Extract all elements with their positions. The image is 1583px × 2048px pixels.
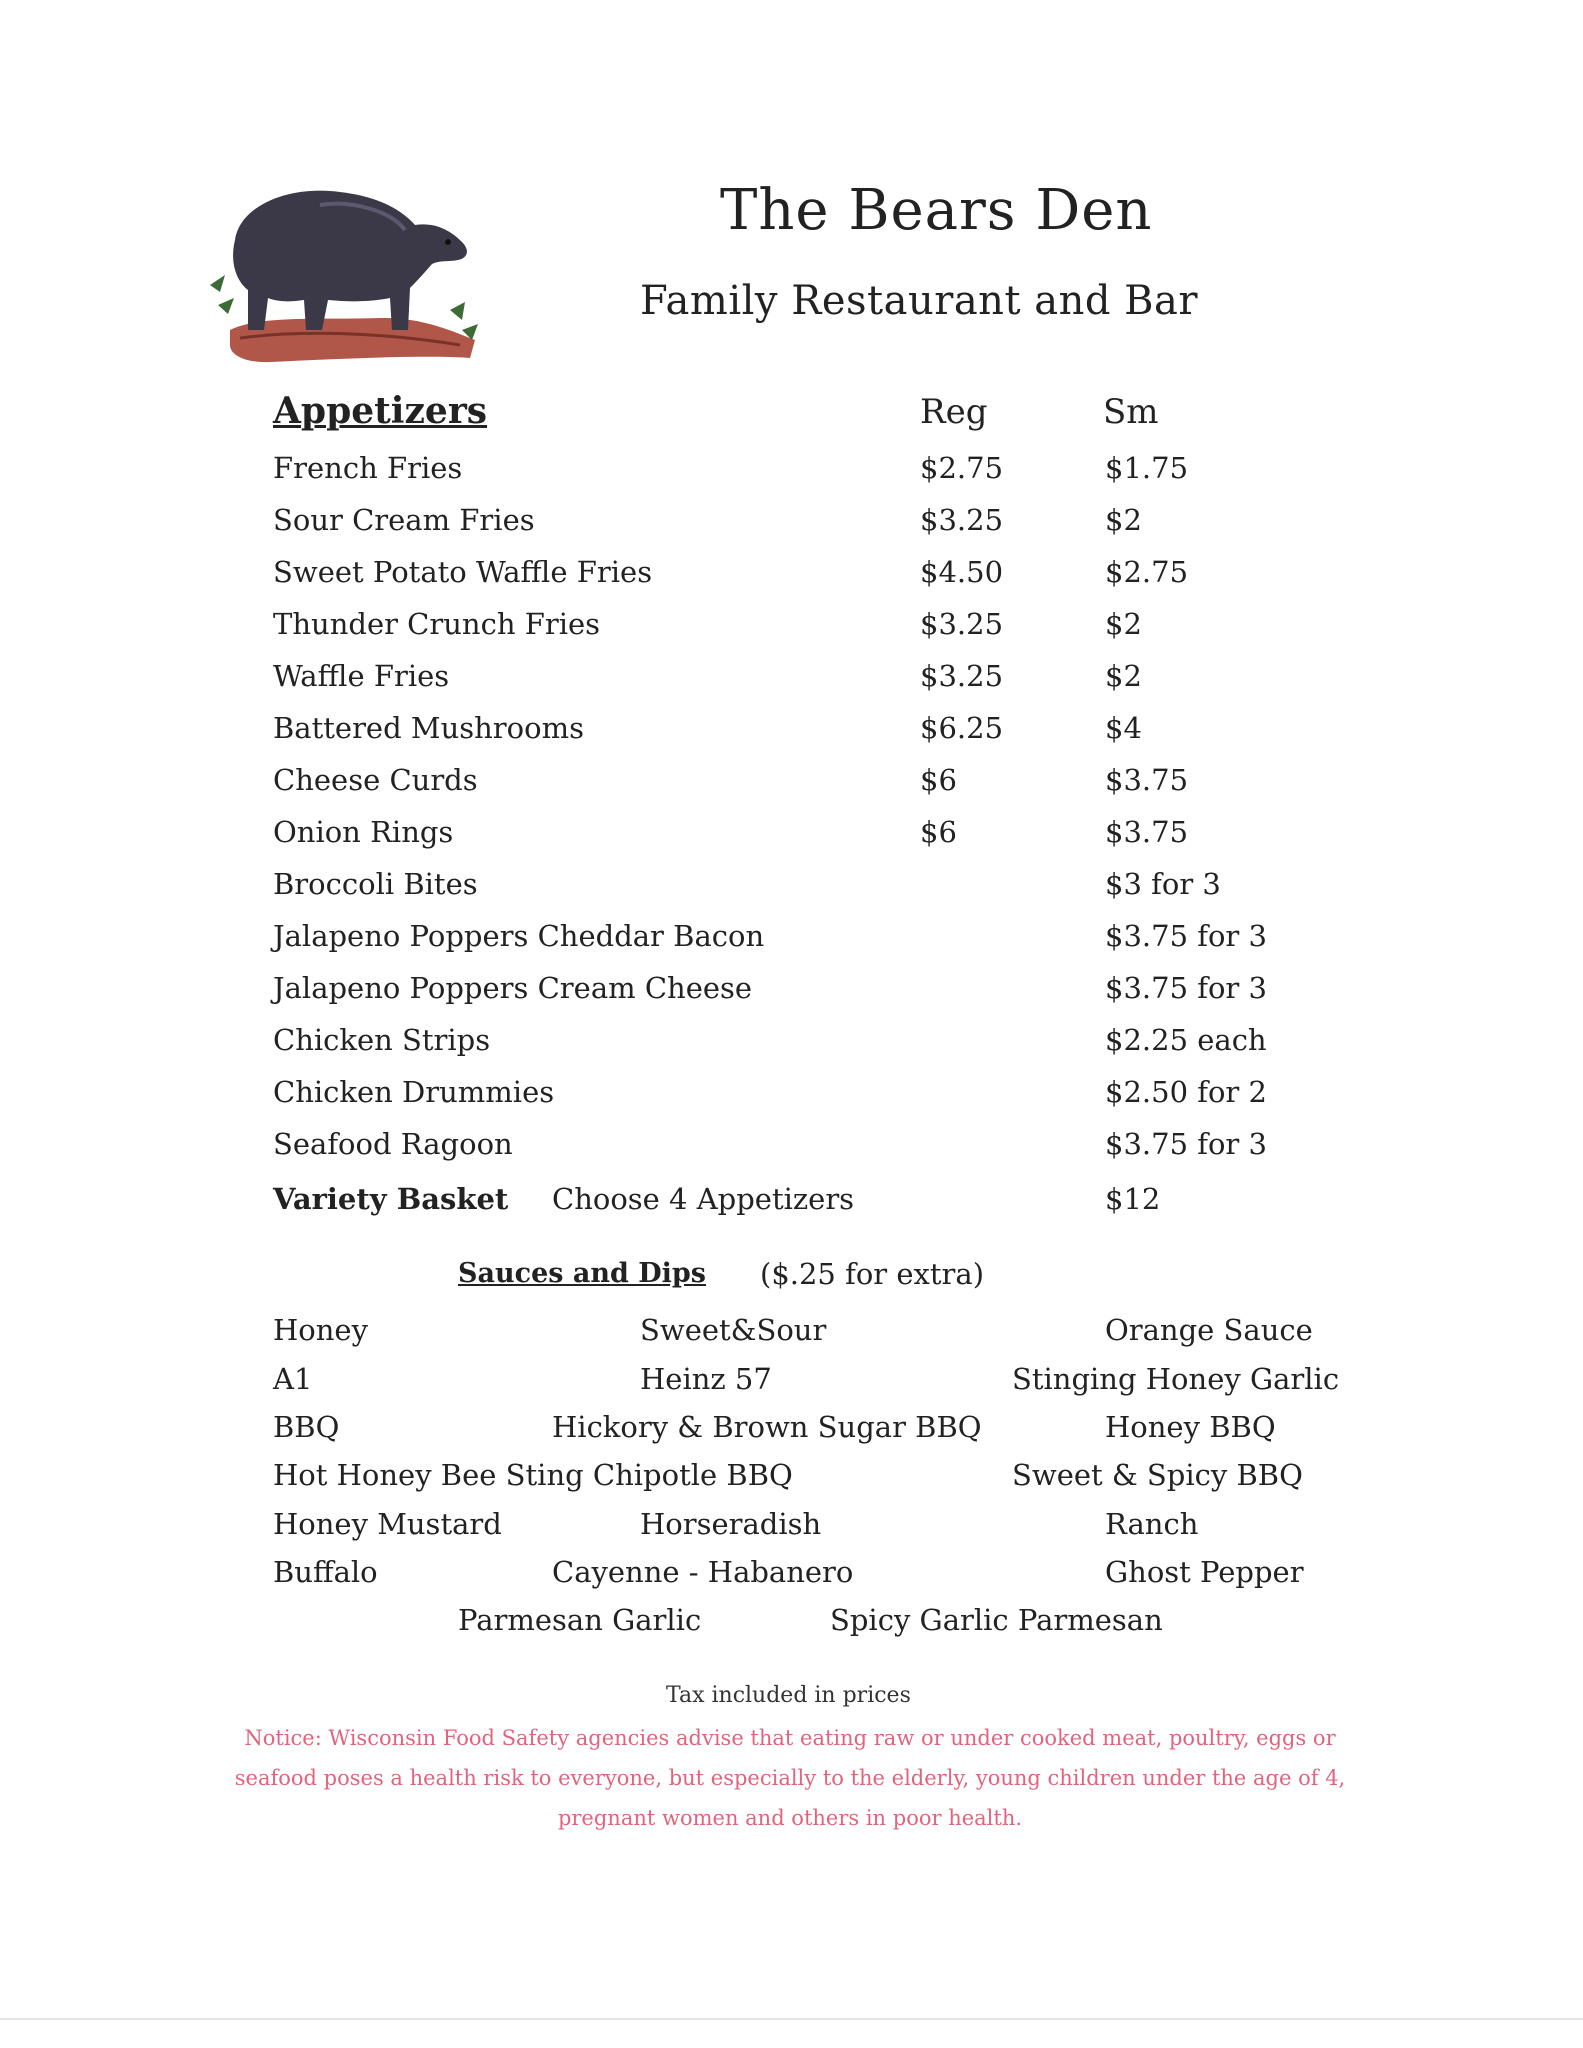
sauce-item: Sweet&Sour <box>640 1313 827 1347</box>
sauce-item: A1 <box>273 1362 313 1396</box>
sauce-item: Parmesan Garlic <box>458 1603 702 1637</box>
price-sm: $2.25 each <box>1105 1023 1267 1057</box>
sauce-item: Spicy Garlic Parmesan <box>830 1603 1163 1637</box>
sauce-item: Hot Honey Bee Sting Chipotle BBQ <box>273 1458 793 1492</box>
page-edge-divider <box>0 2018 1583 2020</box>
sauce-item: Honey BBQ <box>1105 1410 1276 1444</box>
appetizer-name: Cheese Curds <box>273 763 478 797</box>
price-sm: $2 <box>1105 607 1142 641</box>
bear-logo-image <box>200 180 490 370</box>
variety-basket-label: Variety Basket <box>273 1182 509 1216</box>
sauces-heading: Sauces and Dips <box>458 1258 706 1289</box>
price-reg: $3.25 <box>920 607 1004 641</box>
column-header-sm: Sm <box>1103 392 1159 432</box>
variety-basket-price: $12 <box>1105 1182 1161 1216</box>
sauce-item: Buffalo <box>273 1555 378 1589</box>
price-sm: $3.75 for 3 <box>1105 1127 1267 1161</box>
sauce-item: Cayenne - Habanero <box>552 1555 854 1589</box>
appetizer-name: Waffle Fries <box>273 659 450 693</box>
appetizers-heading: Appetizers <box>273 390 488 432</box>
sauce-item: Honey <box>273 1313 368 1347</box>
appetizer-name: Onion Rings <box>273 815 454 849</box>
price-reg: $3.25 <box>920 503 1004 537</box>
sauce-item: BBQ <box>273 1410 340 1444</box>
sauce-item: Hickory & Brown Sugar BBQ <box>552 1410 982 1444</box>
appetizer-name: Broccoli Bites <box>273 867 478 901</box>
appetizer-name: Thunder Crunch Fries <box>273 607 601 641</box>
price-sm: $4 <box>1105 711 1142 745</box>
price-reg: $2.75 <box>920 451 1004 485</box>
column-header-reg: Reg <box>920 392 988 432</box>
restaurant-title: The Bears Den <box>720 178 1153 243</box>
price-sm: $2 <box>1105 503 1142 537</box>
price-sm: $3.75 <box>1105 815 1189 849</box>
appetizer-name: Sour Cream Fries <box>273 503 535 537</box>
sauce-item: Horseradish <box>640 1507 822 1541</box>
price-sm: $2.50 for 2 <box>1105 1075 1267 1109</box>
price-sm: $2.75 <box>1105 555 1189 589</box>
food-safety-notice: Notice: Wisconsin Food Safety agencies advise that eating raw or under cooked meat, poultry, eggs or seafood poses a health risk to everyone, but especially to the elderly, young children under the age of 4, pregnant women and others in poor health. <box>234 1726 1346 1830</box>
sauce-item: Honey Mustard <box>273 1507 502 1541</box>
appetizer-name: Battered Mushrooms <box>273 711 584 745</box>
price-sm: $3.75 for 3 <box>1105 971 1267 1005</box>
sauce-item: Orange Sauce <box>1105 1313 1313 1347</box>
appetizer-name: Jalapeno Poppers Cheddar Bacon <box>273 919 765 953</box>
appetizer-name: Chicken Drummies <box>273 1075 555 1109</box>
sauce-item: Ranch <box>1105 1507 1199 1541</box>
appetizer-name: Jalapeno Poppers Cream Cheese <box>273 971 753 1005</box>
appetizer-name: Sweet Potato Waffle Fries <box>273 555 653 589</box>
price-reg: $6.25 <box>920 711 1004 745</box>
sauce-item: Ghost Pepper <box>1105 1555 1304 1589</box>
price-sm: $3.75 <box>1105 763 1189 797</box>
price-sm: $1.75 <box>1105 451 1189 485</box>
restaurant-subtitle: Family Restaurant and Bar <box>640 278 1199 324</box>
price-sm: $3.75 for 3 <box>1105 919 1267 953</box>
sauces-extra-note: ($.25 for extra) <box>760 1257 985 1291</box>
appetizer-name: French Fries <box>273 451 463 485</box>
variety-basket-description: Choose 4 Appetizers <box>552 1182 855 1216</box>
price-sm: $3 for 3 <box>1105 867 1221 901</box>
tax-note: Tax included in prices <box>666 1683 911 1708</box>
sauce-item: Stinging Honey Garlic <box>1012 1362 1340 1396</box>
price-reg: $3.25 <box>920 659 1004 693</box>
price-sm: $2 <box>1105 659 1142 693</box>
price-reg: $6 <box>920 763 957 797</box>
appetizer-name: Seafood Ragoon <box>273 1127 513 1161</box>
sauce-item: Heinz 57 <box>640 1362 772 1396</box>
price-reg: $6 <box>920 815 957 849</box>
sauce-item: Sweet & Spicy BBQ <box>1012 1458 1303 1492</box>
price-reg: $4.50 <box>920 555 1004 589</box>
appetizer-name: Chicken Strips <box>273 1023 491 1057</box>
